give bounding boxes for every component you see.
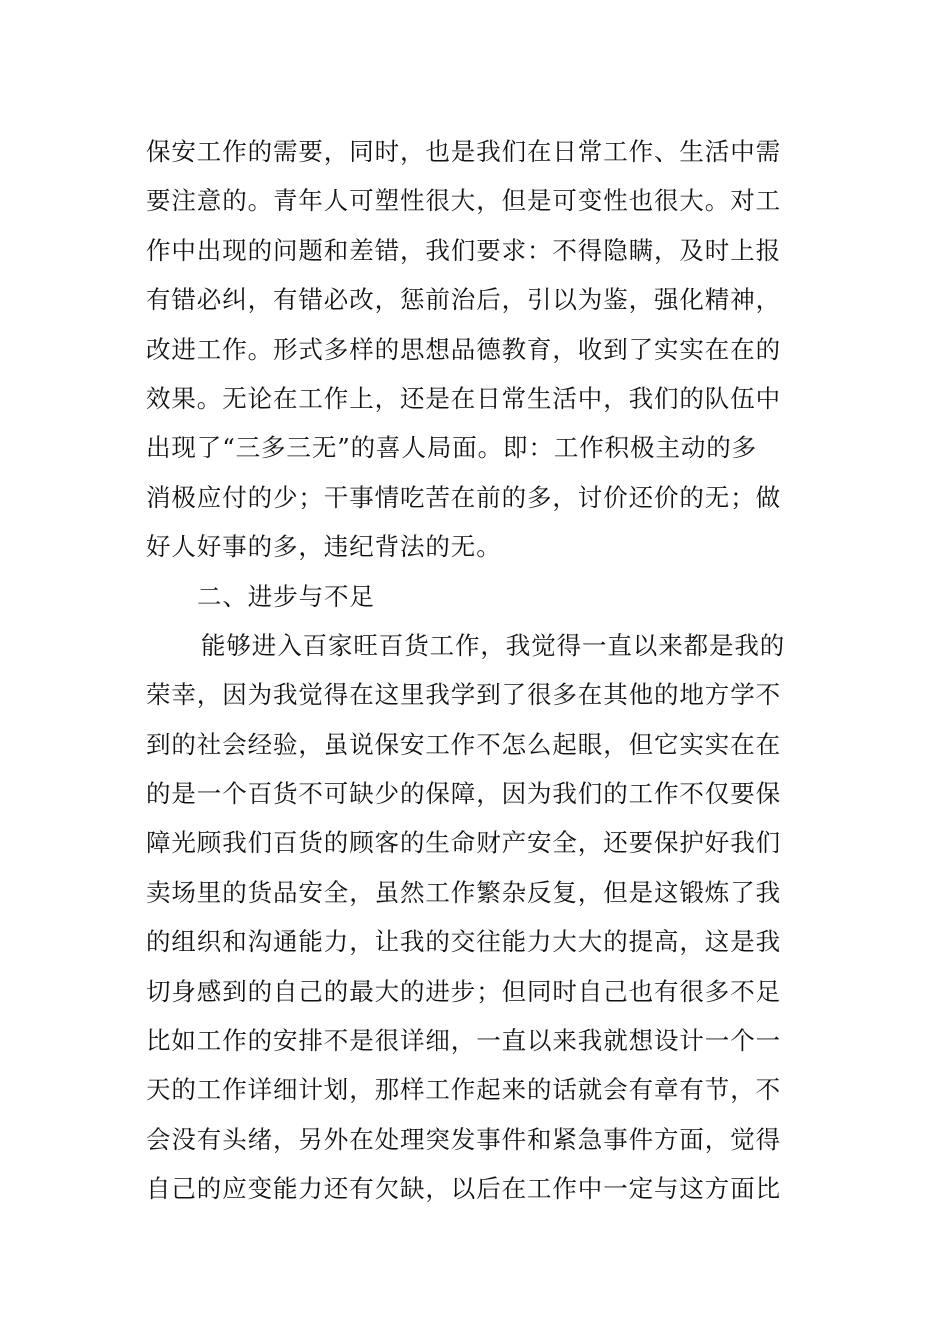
- text-line: 消极应付的少；干事情吃苦在前的多，讨价还价的无；做: [146, 482, 781, 512]
- text-line: 自己的应变能力还有欠缺，以后在工作中一定与这方面比: [146, 1174, 781, 1204]
- text-line: 卖场里的货品安全，虽然工作繁杂反复，但是这锻炼了我: [146, 877, 781, 907]
- text-line: 的是一个百货不可缺少的保障，因为我们的工作不仅要保: [146, 779, 781, 809]
- paragraph-first-line: 能够进入百家旺百货工作，我觉得一直以来都是我的: [201, 630, 786, 660]
- text-line: 有错必纠，有错必改，惩前治后，引以为鉴，强化精神，: [146, 285, 781, 315]
- text-line: 荣幸，因为我觉得在这里我学到了很多在其他的地方学不: [146, 680, 781, 710]
- text-line: 作中出现的问题和差错，我们要求：不得隐瞒，及时上报: [146, 235, 781, 265]
- text-line: 保安工作的需要，同时，也是我们在日常工作、生活中需: [146, 137, 781, 166]
- text-line: 要注意的。青年人可塑性很大，但是可变性也很大。对工: [146, 186, 781, 216]
- text-line: 效果。无论在工作上，还是在日常生活中，我们的队伍中: [146, 383, 781, 413]
- text-line: 的组织和沟通能力，让我的交往能力大大的提高，这是我: [146, 927, 781, 957]
- text-line: 到的社会经验，虽说保安工作不怎么起眼，但它实实在在: [146, 729, 781, 759]
- text-line: 障光顾我们百货的顾客的生命财产安全，还要保护好我们: [146, 828, 781, 858]
- text-line: 会没有头绪，另外在处理突发事件和紧急事件方面，觉得: [146, 1124, 781, 1154]
- text-line: 天的工作详细计划，那样工作起来的话就会有章有节，不: [146, 1075, 781, 1105]
- document-body: [146, 127, 826, 1214]
- text-line: 比如工作的安排不是很详细，一直以来我就想设计一个一: [146, 1026, 781, 1056]
- text-line: 切身感到的自己的最大的进步；但同时自己也有很多不足: [146, 976, 781, 1006]
- section-heading: 二、进步与不足: [197, 581, 375, 611]
- text-line: 改进工作。形式多样的思想品德教育，收到了实实在在的: [146, 334, 781, 364]
- text-line: 出现了“三多三无”的喜人局面。即：工作积极主动的多: [146, 433, 758, 463]
- text-line: 好人好事的多，违纪背法的无。: [146, 532, 502, 562]
